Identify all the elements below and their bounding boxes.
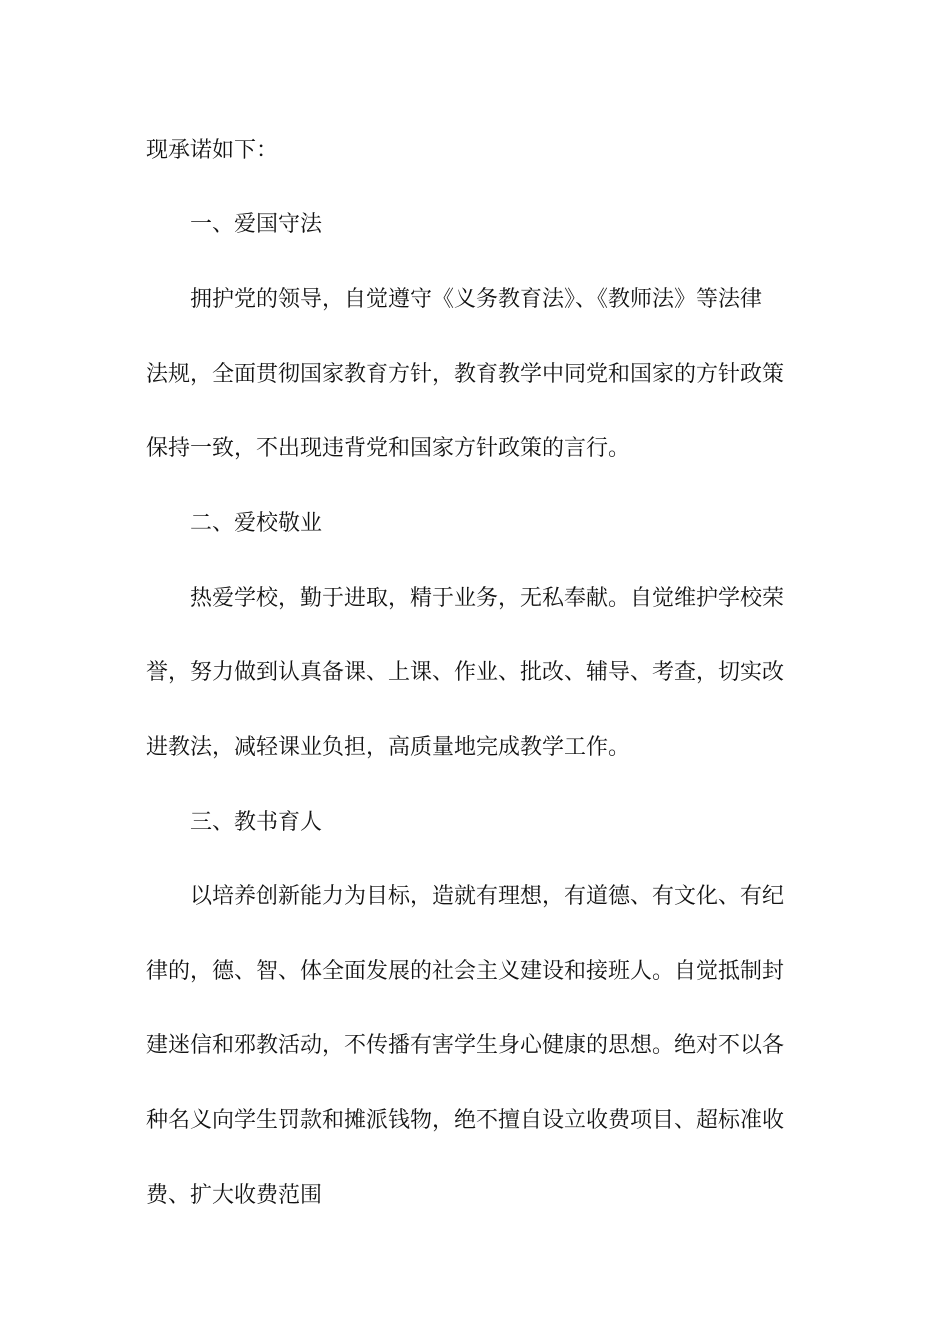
paragraph-1-line-2: 法规，全面贯彻国家教育方针，教育教学中同党和国家的方针政策 [146, 362, 785, 387]
paragraph-1-line-1: 拥护党的领导，自觉遵守《义务教育法》、《教师法》等法律 [190, 287, 763, 312]
section-heading-3: 三、教书育人 [190, 810, 323, 835]
section-heading-2: 二、爱校敬业 [190, 511, 323, 536]
paragraph-3-line-1: 以培养创新能力为目标，造就有理想，有道德、有文化、有纪 [190, 884, 785, 909]
section-heading-1: 一、爱国守法 [190, 212, 323, 237]
paragraph-1-line-3: 保持一致，不出现违背党和国家方针政策的言行。 [146, 436, 631, 461]
paragraph-3-line-2: 律的，德、智、体全面发展的社会主义建设和接班人。自觉抵制封 [146, 959, 785, 984]
paragraph-2-line-3: 进教法，减轻课业负担，高质量地完成教学工作。 [146, 735, 631, 760]
paragraph-3-line-3: 建迷信和邪教活动，不传播有害学生身心健康的思想。绝对不以各 [146, 1033, 785, 1058]
paragraph-3-line-5: 费、扩大收费范围 [146, 1183, 323, 1208]
intro-line: 现承诺如下： [146, 138, 279, 163]
paragraph-2-line-1: 热爱学校，勤于进取，精于业务，无私奉献。自觉维护学校荣 [190, 586, 785, 611]
paragraph-3-line-4: 种名义向学生罚款和摊派钱物，绝不擅自设立收费项目、超标准收 [146, 1108, 785, 1133]
paragraph-2-line-2: 誉，努力做到认真备课、上课、作业、批改、辅导、考查，切实改 [146, 660, 785, 685]
